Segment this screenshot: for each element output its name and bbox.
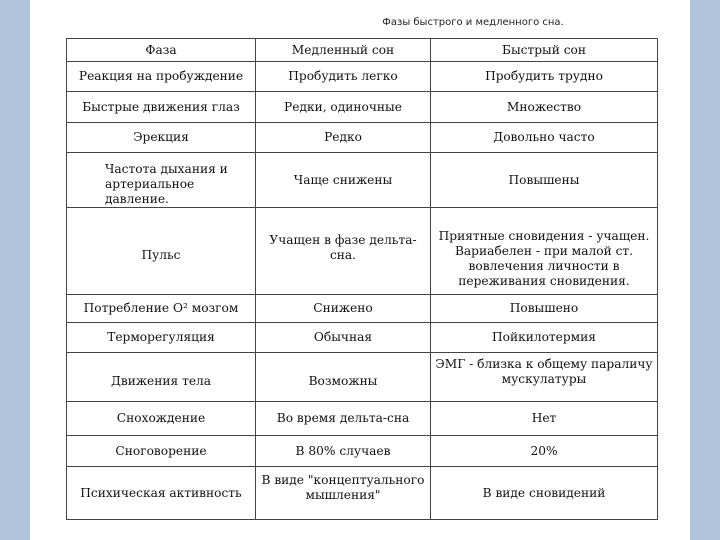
table-row (67, 436, 658, 467)
table-cell: Пробудить легко (256, 62, 431, 92)
table-row (67, 402, 658, 436)
table-cell: Редки, одиночные (256, 92, 431, 123)
table-row (67, 323, 658, 353)
table-row (67, 208, 658, 295)
table-cell: Терморегуляция (67, 323, 256, 353)
column-header: Быстрый сон (431, 39, 658, 62)
table-cell: Учащен в фазе дельта-сна. (256, 208, 431, 295)
table-cell: Довольно часто (431, 123, 658, 153)
table-cell: В виде сновидений (431, 467, 658, 520)
table-cell: Повышены (431, 153, 658, 208)
table-cell: Пробудить трудно (431, 62, 658, 92)
table-cell: Снижено (256, 295, 431, 323)
table-cell: Приятные сновидения - учащен. Вариабелен - при малой ст. вовлечения личности в переживания сновидения. (431, 208, 658, 295)
table-row (67, 295, 658, 323)
table-row (67, 123, 658, 153)
table-cell: Множество (431, 92, 658, 123)
table-cell: 20% (431, 436, 658, 467)
table-cell: Потребление O² мозгом (67, 295, 256, 323)
table-cell: Движения тела (67, 353, 256, 402)
table-cell: Возможны (256, 353, 431, 402)
table-row (67, 353, 658, 402)
table-cell: Пульс (67, 208, 256, 295)
table-row (67, 153, 658, 208)
table-cell: ЭМГ - близка к общему параличу мускулатуры (431, 353, 658, 402)
table-cell: Снохождение (67, 402, 256, 436)
table-cell: Во время дельта-сна (256, 402, 431, 436)
table-cell: Повышено (431, 295, 658, 323)
table-cell: Быстрые движения глаз (67, 92, 256, 123)
table-cell: Нет (431, 402, 658, 436)
table-cell: В виде "концептуального мышления" (256, 467, 431, 520)
table-cell: Реакция на пробуждение (67, 62, 256, 92)
table-cell: Чаще снижены (256, 153, 431, 208)
table-cell: Частота дыхания и артериальное давление. (67, 153, 256, 208)
sleep-phases-table (66, 38, 658, 520)
table-cell: Сноговорение (67, 436, 256, 467)
table-cell: Психическая активность (67, 467, 256, 520)
table-cell: Эрекция (67, 123, 256, 153)
table-row (67, 92, 658, 123)
table-title: Фазы быстрого и медленного сна. (382, 17, 564, 28)
table-cell: Обычная (256, 323, 431, 353)
table-cell: Пойкилотермия (431, 323, 658, 353)
column-header: Медленный сон (256, 39, 431, 62)
table-cell: Редко (256, 123, 431, 153)
table-row (67, 467, 658, 520)
table-cell: В 80% случаев (256, 436, 431, 467)
table-header-row (67, 39, 658, 62)
table-row (67, 62, 658, 92)
column-header: Фаза (67, 39, 256, 62)
